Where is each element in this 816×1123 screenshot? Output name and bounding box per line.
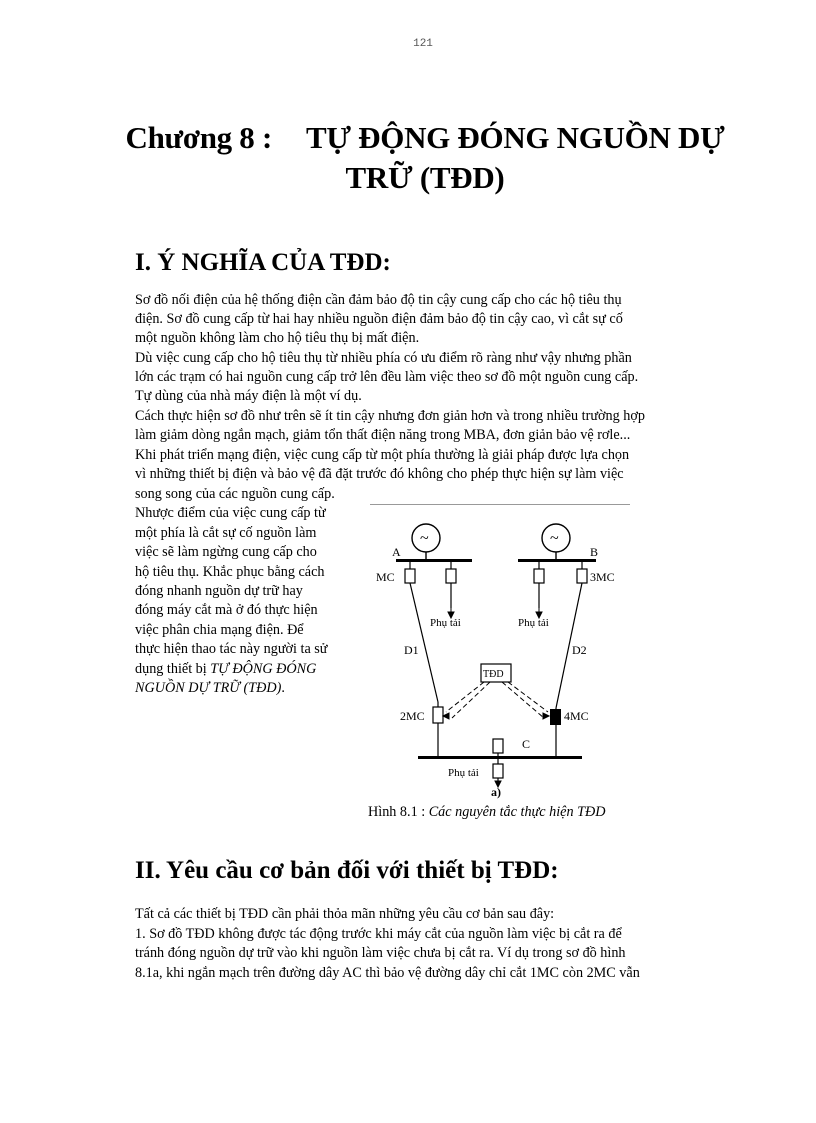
bus-a [396,559,472,562]
section-1-heading: I. Ý NGHĨA CỦA TĐD: [135,249,391,276]
wrap-line: Nhược điểm của việc cung cấp từ [135,505,326,521]
wrap-line [135,679,285,697]
figure-8-1-diagram [370,504,630,800]
chapter-title [120,118,730,198]
label-a: A [392,545,401,559]
label-load-left: Phụ tải [430,617,461,629]
breaker-4mc [550,709,561,725]
caption-text: Các nguyên tắc thực hiện TĐD [428,804,606,820]
section-2-heading: II. Yêu cầu cơ bản đối với thiết bị TĐD: [135,857,559,884]
paragraph-line: vì những thiết bị điện và bảo vệ đã đặt trước đó không cho phép thực hiện sự làm việc [135,466,624,482]
label-sub-a: a) [491,785,501,799]
paragraph-line: Cách thực hiện sơ đồ như trên sẽ ít tin cậy nhưng đơn giản hơn và trong nhiều trường hợp [135,408,645,424]
paragraph-line: Sơ đồ nối điện của hệ thống điện cần đảm bảo độ tin cậy cung cấp cho các hộ tiêu thụ [135,292,622,308]
breaker-load-a [446,569,456,583]
label-4mc: 4MC [564,709,589,723]
label-load-bottom: Phụ tải [448,767,479,779]
paragraph-line: Tất cả các thiết bị TĐD cần phải thỏa mãn những yêu cầu cơ bản sau đây: [135,906,555,922]
wrap-line [135,660,316,678]
paragraph-line: tránh đóng nguồn dự trữ vào khi nguồn làm việc chưa bị cắt ra. Ví dụ trong sơ đồ hình [135,945,626,961]
arrow-left-icon [443,713,449,719]
breaker-2mc [433,707,443,723]
wrap-line-suffix: . [281,680,285,696]
wrap-line-prefix: dụng thiết bị [135,661,211,677]
wrap-line: thực hiện thao tác này người ta sử [135,641,328,657]
device-name-italic-cont: NGUỒN DỰ TRỮ (TĐD) [135,680,282,696]
label-3mc: 3MC [590,570,615,584]
paragraph-line: song song của các nguồn cung cấp. [135,486,335,502]
paragraph-line: điện. Sơ đồ cung cấp từ hai hay nhiều nguồn điện đảm bảo độ tin cậy cao, vì cắt sự cố [135,311,623,327]
page-number: 121 [413,38,433,50]
label-c: C [522,737,531,751]
paragraph-line: Khi phát triển mạng điện, việc cung cấp từ một phía thường là giải pháp được lựa chọn [135,447,630,463]
paragraph-line: lớn các trạm có hai nguồn cung cấp trở lên đều làm việc theo sơ đồ một nguồn cung cấp. [135,369,639,385]
paragraph-line: Dù việc cung cấp cho hộ tiêu thụ từ nhiều phía có ưu điểm rõ ràng như vậy nhưng phần [135,350,632,366]
wrap-line: việc sẽ làm ngừng cung cấp cho [135,544,317,560]
paragraph-line: Tự dùng của nhà máy điện là một ví dụ. [135,388,362,404]
paragraph-line: 8.1a, khi ngắn mạch trên đường dây AC thì bảo vệ đường dây chỉ cắt 1MC còn 2MC vẫn [135,965,640,981]
chapter-title-line-1: TỰ ĐỘNG ĐÓNG NGUỒN DỰ [305,120,725,155]
label-load-right: Phụ tải [518,617,549,629]
arrow-right-icon [543,713,549,719]
label-d2: D2 [572,643,587,657]
paragraph-line: một nguồn không làm cho hộ tiêu thụ bị mất điện. [135,330,420,346]
source-b-symbol: ~ [550,530,559,547]
label-2mc: 2MC [400,709,425,723]
label-d1: D1 [404,643,419,657]
wrap-line: hộ tiêu thụ. Khắc phục bằng cách [135,564,325,580]
paragraph-line: làm giảm dòng ngắn mạch, giảm tổn thất điện năng trong MBA, đơn giản bảo vệ rơle... [135,427,631,443]
figure-caption [368,803,605,821]
label-mc: MC [376,570,395,584]
caption-prefix: Hình 8.1 : [368,804,429,820]
wrap-line: việc phân chia mạng điện. Để [135,622,304,638]
wrap-line: một phía là cắt sự cố nguồn làm [135,525,317,541]
bus-b [518,559,596,562]
wrap-line: đóng nhanh nguồn dự trữ hay [135,583,303,599]
breaker-bus-c-load [493,764,503,778]
label-b: B [590,545,599,559]
label-tdd: TĐD [483,669,504,680]
breaker-load-b [534,569,544,583]
wrap-line: đóng máy cắt mà ở đó thực hiện [135,602,318,618]
source-a-symbol: ~ [420,530,429,547]
chapter-title-line-2: TRỮ (TĐD) [345,160,505,195]
bus-c [418,756,582,759]
device-name-italic: TỰ ĐỘNG ĐÓNG [210,661,317,677]
breaker-load-c [493,739,503,753]
chapter-label: Chương 8 : [125,120,272,155]
breaker-1mc [405,569,415,583]
paragraph-line: 1. Sơ đồ TĐD không được tác động trước khi máy cắt của nguồn làm việc bị cắt ra để [135,926,622,942]
breaker-3mc [577,569,587,583]
